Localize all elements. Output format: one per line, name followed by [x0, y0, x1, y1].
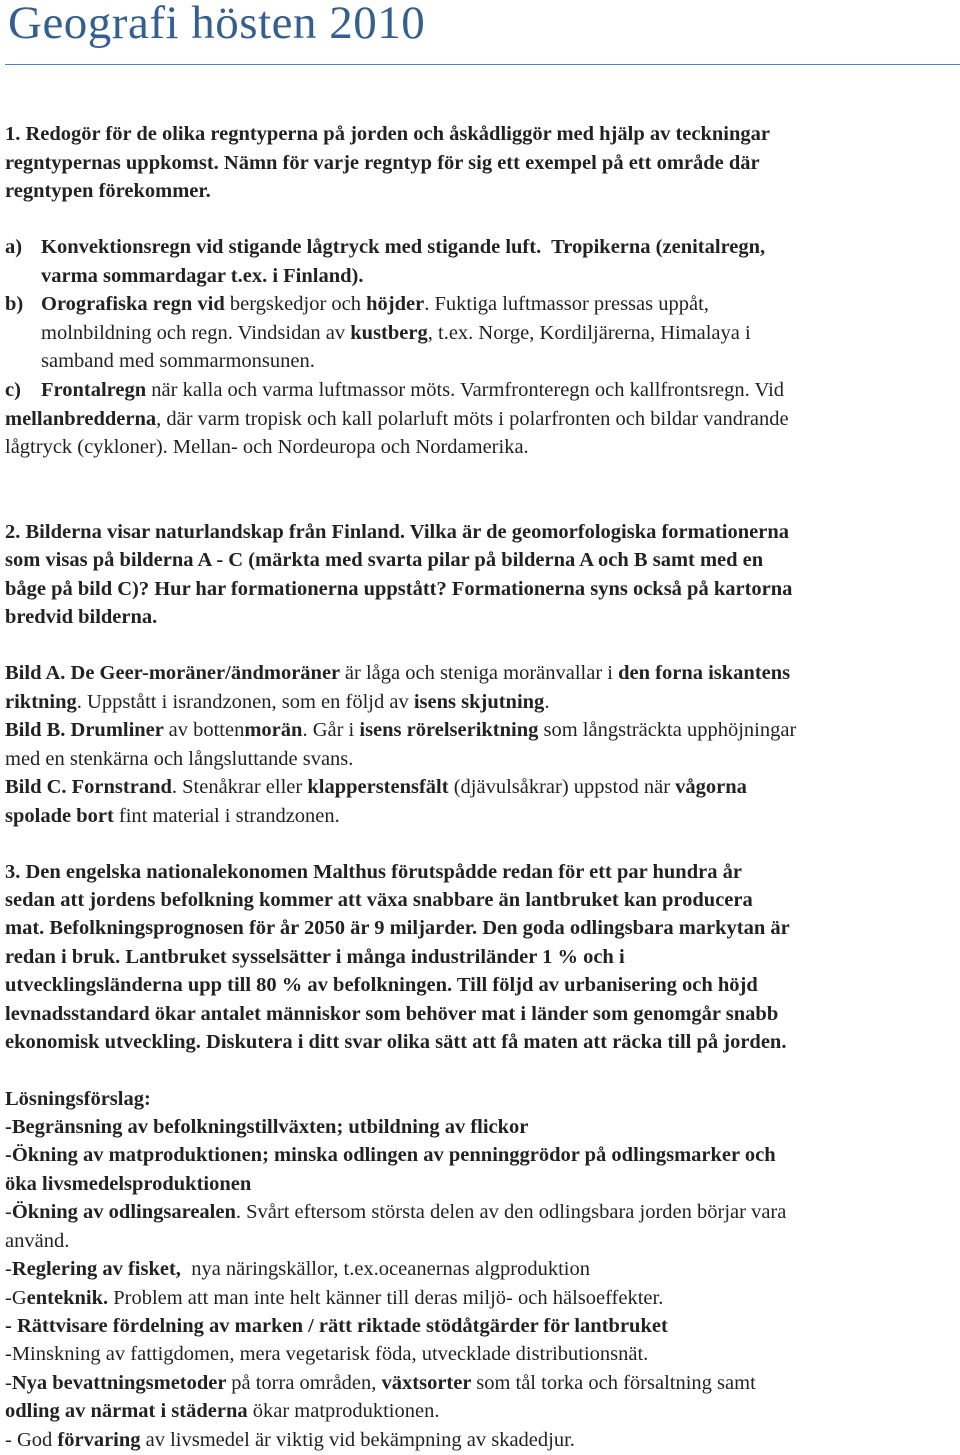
text-run: . Går i	[302, 719, 360, 741]
text-line	[5, 433, 529, 461]
text-line	[5, 1141, 776, 1169]
text-line	[41, 319, 751, 347]
text-run: av livsmedel är viktig vid bekämpning av skadedjur.	[145, 1429, 575, 1451]
bold-text-run: Reglering av fisket,	[11, 1258, 181, 1280]
bold-text-run: -Ökning av matproduktionen; minska odlingen av penninggrödor på odlingsmarker och	[5, 1144, 776, 1166]
text-line	[5, 1028, 786, 1056]
bold-text-run: riktning	[5, 691, 77, 713]
text-run: använd.	[5, 1230, 70, 1252]
bold-text-run: öka livsmedelsproduktionen	[5, 1173, 252, 1195]
text-run: är låga och steniga moränvallar i	[344, 662, 619, 684]
bold-text-run: -Begränsning av befolkningstillväxten; utbildning av flickor	[5, 1116, 529, 1138]
text-line	[5, 886, 753, 914]
text-run: .	[544, 691, 550, 713]
text-line	[41, 347, 315, 375]
text-line	[5, 1000, 778, 1028]
text-line	[5, 405, 789, 433]
text-line	[41, 262, 363, 290]
text-line	[5, 149, 760, 177]
text-run: . Uppstått i israndzonen, som en följd av	[76, 691, 414, 713]
text-line	[5, 716, 796, 744]
text-run: med en stenkärna och långsluttande svans.	[5, 748, 354, 770]
text-run: på torra områden,	[231, 1372, 382, 1394]
bold-text-run: spolade bort	[5, 805, 119, 827]
text-line	[5, 1340, 648, 1368]
text-line	[5, 1255, 590, 1283]
title-underline	[5, 64, 960, 65]
text-line	[5, 1284, 663, 1312]
text-line	[5, 659, 790, 687]
bold-text-run: Frontalregn	[41, 379, 152, 401]
text-line	[5, 290, 23, 318]
text-line	[5, 120, 770, 148]
text-run: som långsträckta upphöjningar	[543, 719, 797, 741]
bold-text-run: c)	[5, 379, 21, 401]
text-line	[5, 858, 742, 886]
text-line	[5, 688, 549, 716]
bold-text-run: Bild B. Drumliner	[5, 719, 169, 741]
bold-text-run: 3. Den engelska nationalekonomen Malthus förutspådde redan för ett par hundra år	[5, 861, 742, 883]
text-run: (djävulsåkrar) uppstod när	[453, 776, 676, 798]
text-run: Problem att man inte helt känner till deras miljö- och hälsoeffekter.	[108, 1287, 664, 1309]
text-run: när kalla och varma luftmassor möts. Varmfronteregn och kallfrontsregn. Vid	[151, 379, 785, 401]
bold-text-run: Ökning av odlingsarealen	[11, 1201, 236, 1223]
text-line	[5, 943, 625, 971]
bold-text-run: a)	[5, 236, 23, 258]
bold-text-run: Bild A. De Geer-moräner/ändmoräner	[5, 662, 345, 684]
bold-text-run: utvecklingsländerna upp till 80 % av befolkningen. Till följd av urbanisering och höjd	[5, 974, 758, 996]
bold-text-run: 2. Bilderna visar naturlandskap från Finland. Vilka är de geomorfologiska formationerna	[5, 521, 790, 543]
bold-text-run: Lösningsförslag:	[5, 1088, 151, 1110]
text-run: , där varm tropisk och kall polarluft möts i polarfronten och bildar vandrande	[156, 408, 789, 430]
text-run: -	[5, 1258, 12, 1280]
text-line	[5, 971, 758, 999]
bold-text-run: den forna iskantens	[618, 662, 791, 684]
text-line	[5, 1397, 439, 1425]
bold-text-run: bredvid bilderna.	[5, 606, 158, 628]
text-line	[5, 603, 157, 631]
text-line	[5, 546, 763, 574]
bold-text-run: Konvektionsregn vid stigande lågtryck med stigande luft. Tropikerna (zenitalregn,	[41, 236, 766, 258]
text-line	[5, 376, 21, 404]
text-run: som tål torka och försaltning samt	[476, 1372, 756, 1394]
bold-text-run: isens skjutning	[413, 691, 545, 713]
text-run: nya näringskällor, t.ex.oceanernas algproduktion	[180, 1258, 590, 1280]
text-line	[5, 1426, 575, 1454]
text-run: bergskedjor och	[229, 293, 367, 315]
bold-text-run: mellanbredderna	[5, 408, 157, 430]
bold-text-run: enteknik.	[26, 1287, 109, 1309]
text-run: . Svårt eftersom största delen av den odlingsbara jorden börjar vara	[235, 1201, 787, 1223]
text-line	[5, 177, 211, 205]
bold-text-run: Orografiska regn vid	[41, 293, 230, 315]
text-run: fint material i strandzonen.	[118, 805, 340, 827]
text-line	[5, 1085, 151, 1113]
bold-text-run: Nya bevattningsmetoder	[11, 1372, 232, 1394]
bold-text-run: 1. Redogör för de olika regntyperna på jorden och åskådliggör med hjälp av teckningar	[5, 123, 770, 145]
text-line	[5, 1113, 528, 1141]
bold-text-run: - Rättvisare fördelning av marken / rätt riktade stödåtgärder för lantbruket	[5, 1315, 668, 1337]
text-line	[5, 1369, 756, 1397]
bold-text-run: båge på bild C)? Hur har formationerna uppstått? Formationerna syns också på kartorna	[5, 578, 793, 600]
text-line	[5, 802, 340, 830]
text-run: av botten	[168, 719, 245, 741]
bold-text-run: ekonomisk utveckling. Diskutera i ditt svar olika sätt att få maten att räcka till på jorden.	[5, 1031, 787, 1053]
text-line	[41, 233, 765, 261]
bold-text-run: höjder	[366, 293, 425, 315]
text-line	[5, 745, 353, 773]
text-run: , t.ex. Norge, Kordiljärerna, Himalaya i	[427, 322, 751, 344]
bold-text-run: regntypen förekommer.	[5, 180, 211, 202]
text-line	[5, 773, 747, 801]
text-run: samband med sommarmonsunen.	[41, 350, 315, 372]
text-line	[41, 290, 709, 318]
text-line	[5, 518, 789, 546]
text-line	[5, 575, 792, 603]
page-title: Geografi hösten 2010	[8, 0, 426, 49]
bold-text-run: isens rörelseriktning	[359, 719, 544, 741]
bold-text-run: redan i bruk. Lantbruket sysselsätter i många industriländer 1 % och i	[5, 946, 625, 968]
text-line	[5, 1312, 668, 1340]
bold-text-run: b)	[5, 293, 24, 315]
bold-text-run: sedan att jordens befolkning kommer att växa snabbare än lantbruket kan producera	[5, 889, 753, 911]
text-run: -G	[5, 1287, 27, 1309]
text-run: . Fuktiga luftmassor pressas uppåt,	[424, 293, 709, 315]
bold-text-run: levnadsstandard ökar antalet människor som behöver mat i länder som genomgår snabb	[5, 1003, 779, 1025]
bold-text-run: kustberg	[350, 322, 428, 344]
text-line	[5, 914, 790, 942]
text-run: . Stenåkrar eller	[171, 776, 308, 798]
text-run: -Minskning av fattigdomen, mera vegetarisk föda, utvecklade distributionsnät.	[5, 1343, 649, 1365]
text-line	[41, 376, 784, 404]
bold-text-run: Bild C. Fornstrand	[5, 776, 172, 798]
bold-text-run: varma sommardagar t.ex. i Finland).	[41, 265, 364, 287]
bold-text-run: morän	[244, 719, 303, 741]
bold-text-run: vågorna	[675, 776, 747, 798]
text-line	[5, 233, 22, 261]
text-run: -	[5, 1201, 12, 1223]
text-run: ökar matproduktionen.	[252, 1400, 440, 1422]
text-run: lågtryck (cykloner). Mellan- och Nordeuropa och Nordamerika.	[5, 436, 529, 458]
text-line	[5, 1198, 786, 1226]
text-line	[5, 1227, 69, 1255]
text-run: -	[5, 1372, 12, 1394]
bold-text-run: som visas på bilderna A - C (märkta med svarta pilar på bilderna A och B samt med en	[5, 549, 764, 571]
bold-text-run: klapperstensfält	[307, 776, 454, 798]
bold-text-run: regntypernas uppkomst. Nämn för varje regntyp för sig ett exempel på ett område där	[5, 152, 760, 174]
text-line	[5, 1170, 251, 1198]
bold-text-run: odling av närmat i städerna	[5, 1400, 253, 1422]
text-run: molnbildning och regn. Vindsidan av	[41, 322, 351, 344]
text-run: - God	[5, 1429, 58, 1451]
bold-text-run: mat. Befolkningsprognosen för år 2050 är 9 miljarder. Den goda odlingsbara markytan är	[5, 917, 790, 939]
bold-text-run: förvaring	[57, 1429, 146, 1451]
bold-text-run: växtsorter	[381, 1372, 477, 1394]
